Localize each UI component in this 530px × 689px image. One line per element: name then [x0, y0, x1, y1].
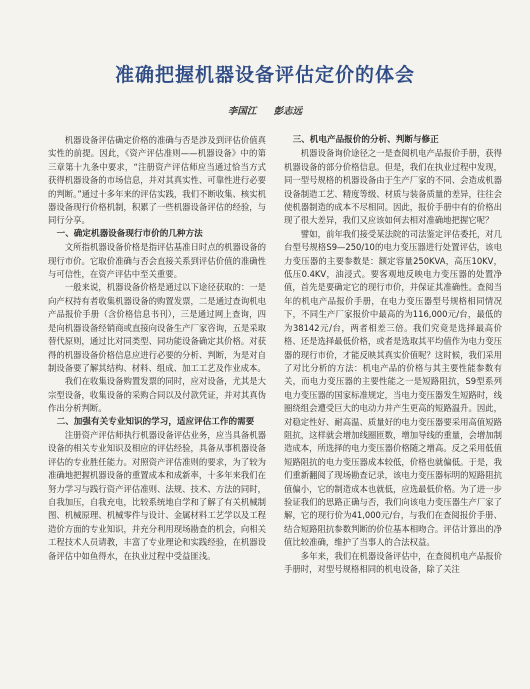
section-heading-1: 一、确定机器设备现行市价的几种方法 [56, 228, 203, 239]
paragraph: 一般来说，机器设备价格是通过以下途径获取的：一是向产权持有者收集机器设备的购置发票，二是通过查询机电产品报价手册（含价格信息书刊），三是通过网上查询，四是向机器设备经销商或直接向设备生产厂家咨询，五是采取替代原则，通过比对同类型、同功能设备确定其价格。对获得的机器设备价格信息应进行必要的分析、判断，为是对自制设备要了解其结构、材料、组成、加工工艺及作业成本。 [48, 282, 266, 373]
right-column [284, 134, 502, 576]
paragraph: 文所指机器设备价格是指评估基准日时点的机器设备的现行市价。它取价准确与否会直接关系到评估价值的准确性与可信性，在资产评估中至关重要。 [48, 242, 266, 280]
paragraph: 多年来，我们在机器设备评估中，在查阅机电产品报价手册时，对型号规格相同的机电设备，除了关注 [284, 550, 502, 574]
paragraph: 机器设备询价途径之一是查阅机电产品报价手册，获得机器设备的部分价格信息。但是，我们在执业过程中发现，同一型号规格的机器设备由于生产厂家的不同、会造成机器设备制造工艺、精度等级、材质与装备质量的差异，往往会使机器制造的成本不尽相同。因此，报价手册中有的价格出现了很大差异，我们又应该如何去相对准确地把握它呢？ [284, 148, 502, 226]
paragraph: 注册资产评估师执行机器设备评估业务，应当具备机器设备的相关专业知识及相应的评估经验，具备从事机器设备评估的专业胜任能力。对照资产评估准则的要求，为了较为准确地把握机器设备的重置成本和成新率，十多年来我们在努力学习与践行资产评估准则、法规、技术、方法的同时，自我加压，自我充电，比较系统地自学和了解了有关机械制图、机械原理、机械零件与设计、金属材料工艺学以及工程造价方面的专业知识，并充分利用现场勘查的机会，向相关工程技术人员请教，丰富了专业理论和实践经验，在机器设备评估中如鱼得水，在执业过程中受益匪浅。 [48, 429, 266, 561]
page-title: 准确把握机器设备评估定价的体会 [114, 64, 415, 86]
paragraph: 机器设备评估确定价格的准确与否是涉及到评估价值真实性的前提。因此，《资产评估准则——机器设备》中的第三章第十九条中要求，“注册资产评估师应当通过恰当方式获得机器设备的市场信息，并对其真实性、可靠性进行必要的判断。”通过十多年来的评估实践，我们不断收集、核实机器设备现行价格机制，积累了一些机器设备评估的经验，与同行分享。 [48, 135, 266, 226]
section-heading-3: 三、机电产品报价的分析、判断与修正 [292, 135, 439, 145]
author-line: 李国江 彭志远 [227, 106, 303, 117]
left-column [48, 134, 266, 563]
paragraph: 我们在收集设备购置发票的同时，应对设备，尤其是大宗型设备，收集设备的采购合同以及付款凭证，并对其真伪作出分析判断。 [48, 376, 266, 414]
paragraph: 譬如，前年我们接受某法院的司法鉴定评估委托，对几台型号规格S9—250/10的电力变压器进行处置评估，该电力变压器的主要参数是：额定容量250KVA，高压10KV，低压0.4KV，油浸式。要客观地反映电力变压器的处置净值，首先是要确定它的现行市价，并保证其准确性。查阅当年的机电产品报价手册，在电力变压器型号规格相同情况下，不同生产厂家报价中最高的为116,000元/台，最低的为38142元/台，两者相差三倍。我们究竟是选择最高价格、还是选择最低价格，或者是选取其平均值作为电力变压器的现行市价，才能反映其真实价值呢？这时候，我们采用了对比分析的方法：机电产品的价格与其主要性能参数有关，而电力变压器的主要性能之一是短路阻抗，S9型系列电力变压器的国家标准规定，当电力变压器发生短路时，线圈绕组会遭受巨大的电动力并产生更高的短路温升。因此，对稳定性好、耐高温、质量好的电力变压器要采用高值短路阻抗，这样就会增加线圈匝数，增加导线的重量，会增加制造成本，所选择的电力变压器价格随之增高。反之采用低值短路阻抗的电力变压器成本较低，价格也就偏低。于是，我们重新翻阅了现场勘查记录，该电力变压器标明的短路阻抗值偏小，它的制造成本也就低，应选最低价格。为了进一步验证我们的思路正确与否，我们向该电力变压器生产厂家了解，它的现行价为41,000元/台，与我们在查阅报价手册、结合短路阻抗参数判断的价位基本相吻合。评估计算出的净值比较准确，维护了当事人的合法权益。 [284, 228, 502, 548]
section-heading-2: 二、加强有关专业知识的学习，适应评估工作的需要 [56, 416, 255, 427]
